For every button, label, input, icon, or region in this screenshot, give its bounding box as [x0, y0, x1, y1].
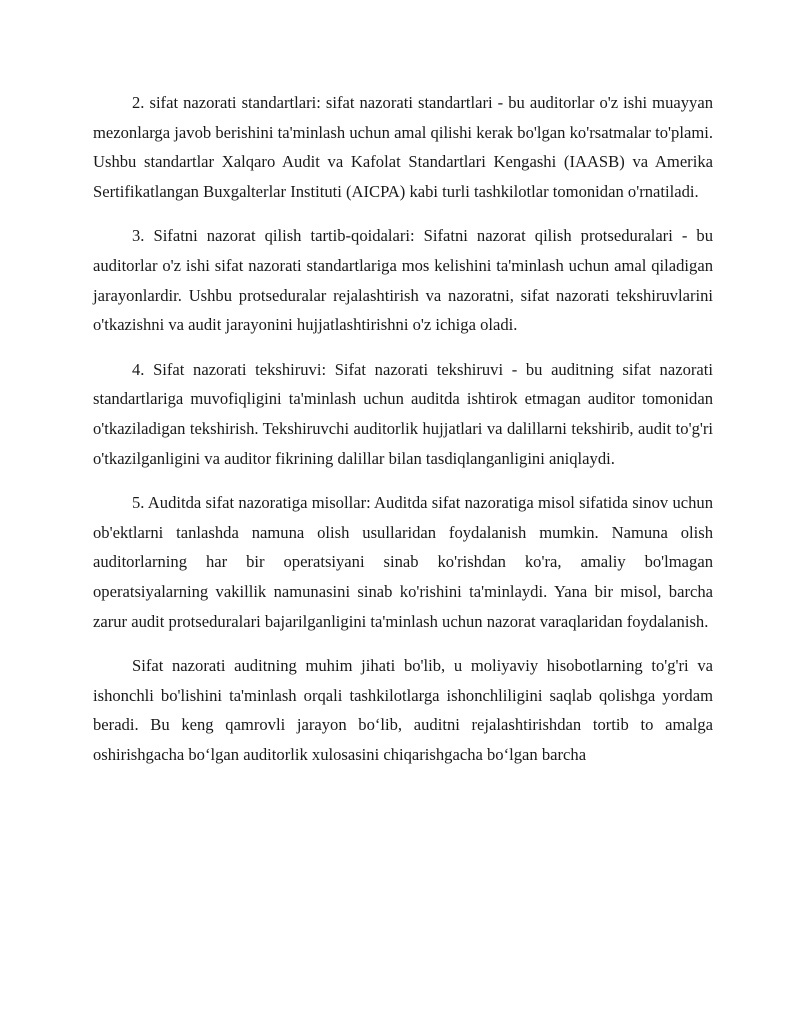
paragraph-quality-control-standards: 2. sifat nazorati standartlari: sifat nazorati standartlari - bu auditorlar o'z ishi muayyan mezonlarga javob berishini ta'minlash uchun amal qilishi kerak bo'lgan ko'rsatmalar to'plami. Ushbu standartlar Xalqaro Audit va Kafolat Standartlari Kengashi (IAASB) va Amerika Sertifikatlangan Buxgalterlar Instituti (AICPA) kabi turli tashkilotlar tomonidan o'rnatiladi. — [93, 93, 713, 201]
document-page — [93, 88, 713, 784]
paragraph-conclusion: Sifat nazorati auditning muhim jihati bo'lib, u moliyaviy hisobotlarning to'g'ri va ishonchli bo'lishini ta'minlash orqali tashkilotlarga ishonchliligini saqlab qolishga yordam beradi. Bu keng qamrovli jarayon bo‘lib, auditni rejalashtirishdan tortib to amalga oshirishgacha bo‘lgan auditorlik xulosasini chiqarishgacha bo‘lgan barcha — [93, 656, 713, 764]
paragraph-quality-control-procedures: 3. Sifatni nazorat qilish tartib-qoidalari: Sifatni nazorat qilish protseduralari - bu auditorlar o'z ishi sifat nazorati standartlariga mos kelishini ta'minlash uchun amal qiladigan jarayonlardir. Ushbu protseduralar rejalashtirish va nazoratni, sifat nazorati tekshiruvlarini o'tkazishni va audit jarayonini hujjatlashtirishni o'z ichiga oladi. — [93, 226, 713, 335]
paragraph-quality-control-examples: 5. Auditda sifat nazoratiga misollar: Auditda sifat nazoratiga misol sifatida sinov uchun ob'ektlarni tanlashda namuna olish usullaridan foydalanish mumkin. Namuna olish auditorlarning har bir operatsiyani sinab ko'rishdan ko'ra, amaliy bo'lmagan operatsiyalarning vakillik namunasini sinab ko'rishini ta'minlaydi. Yana bir misol, barcha zarur audit protseduralari bajarilganligini ta'minlash uchun nazorat varaqlaridan foydalanish. — [93, 493, 713, 631]
paragraph-quality-control-review: 4. Sifat nazorati tekshiruvi: Sifat nazorati tekshiruvi - bu auditning sifat nazorati standartlariga muvofiqligini ta'minlash uchun auditda ishtirok etmagan auditor tomonidan o'tkaziladigan tekshirish. Tekshiruvchi auditorlik hujjatlari va dalillarni tekshirib, audit to'g'ri o'tkazilganligini va auditor fikrining dalillar bilan tasdiqlanganligini aniqlaydi. — [93, 359, 713, 468]
